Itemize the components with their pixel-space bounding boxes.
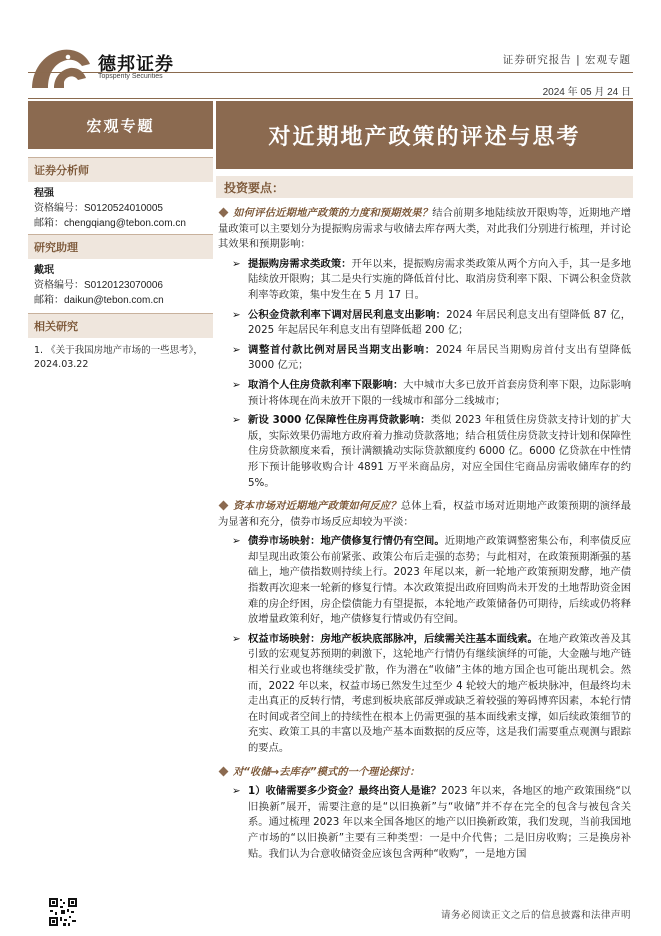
- section-3: [218, 765, 631, 781]
- assistant-email[interactable]: 邮箱：daikun@tebon.com.cn: [34, 295, 164, 306]
- item-text: 2024 年居民当期购房首付支出有望降低 3000 亿元；: [248, 343, 632, 372]
- arrow-bullet-icon: ➢: [232, 632, 241, 645]
- item-title: 新设 3000 亿保障性住房再贷款影响：: [248, 414, 431, 427]
- footer-disclaimer: 请务必阅读正文之后的信息披露和法律声明: [440, 910, 631, 921]
- related-section: [28, 313, 213, 372]
- brand-name-en: Topsperity Securities: [98, 73, 163, 80]
- section-2-lead: 资本市场对近期地产政策如何反应？: [233, 500, 401, 513]
- analyst-license: 资格编号：S0120524010005: [34, 203, 163, 214]
- date-divider: [28, 98, 633, 99]
- section-2-text: 总体上看，权益市场对近期地产政策预期的演绎最为显著和充分，债券市场反应却较为平淡：: [218, 500, 632, 528]
- item-title: 提振购房需求类政策：: [248, 257, 352, 270]
- item-text: 2023 年以来，各地区的地产政策围绕“以旧换新”展开，需要注意的是“以旧换新”与“收储”并不存在完全的包含与被包含关系。通过梳理 2023 年以来全国各地区的地产以旧换新政策，我们发现，当前我国地产市场的“以旧换新”主要有三种类型：一是中介代售；二是旧房收购；三是换房补贴。我们认为合意收储资金应该包含两种“收购”，一是地方国: [248, 785, 631, 860]
- section-1: [218, 206, 631, 253]
- list-item: [218, 632, 631, 757]
- list-item: [218, 534, 631, 628]
- section-3-lead: 对“收储→去库存”模式的一个理论探讨：: [233, 765, 420, 778]
- section-2: [218, 499, 631, 530]
- assistant-license: 资格编号：S0120123070006: [34, 280, 163, 291]
- key-points-heading: 投资要点：: [216, 176, 633, 198]
- analyst-name: 程强: [34, 188, 54, 199]
- report-category: 证券研究报告 | 宏观专题: [502, 54, 631, 66]
- item-text: 2024 年居民利息支出有望降低 87 亿，2025 年起居民年利息支出有望降低超 200 亿；: [248, 308, 631, 337]
- analyst-heading: 证券分析师: [28, 157, 213, 182]
- assistant-heading: 研究助理: [28, 234, 213, 259]
- item-text: 类似 2023 年租赁住房贷款支持计划的扩大版，实际效果仍需地方政府着力推动贷款落地；结合租赁住房贷款支持计划和保障性住房贷款额度来看，预计满额撬动实际贷款额度约 6000 亿。6000 亿贷款在中性情形下预计能够收购合计 4891 万平米商品房，对应全国住宅商品房需收储库存的约 5%。: [248, 414, 631, 489]
- related-report-link[interactable]: 1. 《关于我国房地产市场的一些思考》，2024.03.22: [34, 345, 203, 370]
- item-title: 1）收储需要多少资金？最终出资人是谁？: [248, 785, 442, 798]
- page-title: 对近期地产政策的评述与思考: [216, 101, 633, 169]
- item-text: 在地产政策改善及其引致的宏观复苏预期的刺激下，这轮地产行情仍有继续演绎的可能，大金融与地产链相关行业或也将继续受扩散，作为潜在“收储”主体的地方国企也可能出现机会。然而，2022 年以来，权益市场已然发生过至少 4 轮较大的地产板块脉冲，但最终均未走出真正的反转行情，考虑到板块底部反弹或缺乏着较强的筹码博弈因素，本轮行情在时间或者空间上的持续性在根本上仍需更强的基本面线索支撑，如后续政策细节的充实、政策工具的丰富以及地产基本面数据的反应等，这是我们需要重点观测与跟踪的要点。: [248, 632, 632, 754]
- list-item: [218, 308, 631, 339]
- key-points-body: [218, 206, 631, 862]
- diamond-bullet-icon: [219, 501, 229, 511]
- brand-name: 德邦证券: [98, 54, 174, 75]
- list-item: [218, 413, 631, 491]
- related-heading: 相关研究: [28, 313, 213, 338]
- side-banner: 宏观专题: [28, 101, 213, 149]
- arrow-bullet-icon: ➢: [232, 257, 241, 270]
- item-title: 取消个人住房贷款利率下限影响：: [248, 378, 404, 391]
- dongfang-brand-logo: [28, 44, 92, 90]
- list-item: [218, 343, 631, 374]
- analyst-section: [28, 157, 213, 231]
- item-text: 大中城市大多已放开首套房贷利率下限，边际影响预计将体现在尚未放开下限的一线城市和部分二线城市；: [248, 378, 632, 407]
- item-title: 公积金贷款利率下调对居民利息支出影响：: [248, 308, 447, 321]
- item-text: 近期地产政策调整密集公布，利率债反应却呈现出政策公布前紧张、政策公布后走强的态势；与此相对，在政策预期渐强的基础上，地产债指数则持续上行。2023 年尾以来，新一轮地产政策预期发酵，地产债指数再次迎来一轮新的修复行情。本次政策提出政府回购尚未开发的土地帮助资金困难的房企纾困，房企偿债能力有望提振，本轮地产政策储备仍可期待，后续或仍将释放增量政策利好，地产债修复行情或仍有空间。: [248, 535, 632, 626]
- item-title: 调整首付款比例对居民当期支出影响：: [248, 343, 436, 356]
- qr-code-icon: [48, 897, 78, 927]
- analyst-email[interactable]: 邮箱：chengqiang@tebon.com.cn: [34, 218, 186, 229]
- arrow-bullet-icon: ➢: [232, 343, 241, 356]
- item-title: 权益市场映射：房地产板块底部脉冲，后续需关注基本面线索。: [248, 632, 538, 645]
- report-date: 2024 年 05 月 24 日: [542, 87, 631, 98]
- list-item: [218, 784, 631, 862]
- assistant-section: [28, 234, 213, 308]
- section-1-lead: 如何评估近期地产政策的力度和预期效果？: [233, 207, 433, 219]
- arrow-bullet-icon: ➢: [232, 785, 241, 798]
- arrow-bullet-icon: ➢: [232, 378, 241, 391]
- section-1-text: 结合前期多地陆续放开限购等，近期地产增量政策可以主要划分为提振购房需求与收储去库存两大类，对此我们分别进行梳理，并讨论其效果和预期影响：: [218, 207, 632, 251]
- arrow-bullet-icon: ➢: [232, 535, 241, 548]
- arrow-bullet-icon: ➢: [232, 308, 241, 321]
- list-item: [218, 257, 631, 304]
- diamond-bullet-icon: [219, 766, 229, 776]
- assistant-name: 戴珉: [34, 265, 54, 276]
- item-title: 债券市场映射：地产债修复行情仍有空间。: [248, 535, 445, 548]
- header-divider: [28, 72, 633, 73]
- diamond-bullet-icon: [219, 208, 229, 218]
- list-item: [218, 378, 631, 409]
- arrow-bullet-icon: ➢: [232, 414, 241, 427]
- item-text: 开年以来，提振购房需求类政策从两个方向入手，其一是多地陆续放开限购；其二是央行实施的降低首付比、取消房贷利率下限、下调公积金贷款利率等政策，集中发生在 5 月 17 日。: [248, 257, 632, 301]
